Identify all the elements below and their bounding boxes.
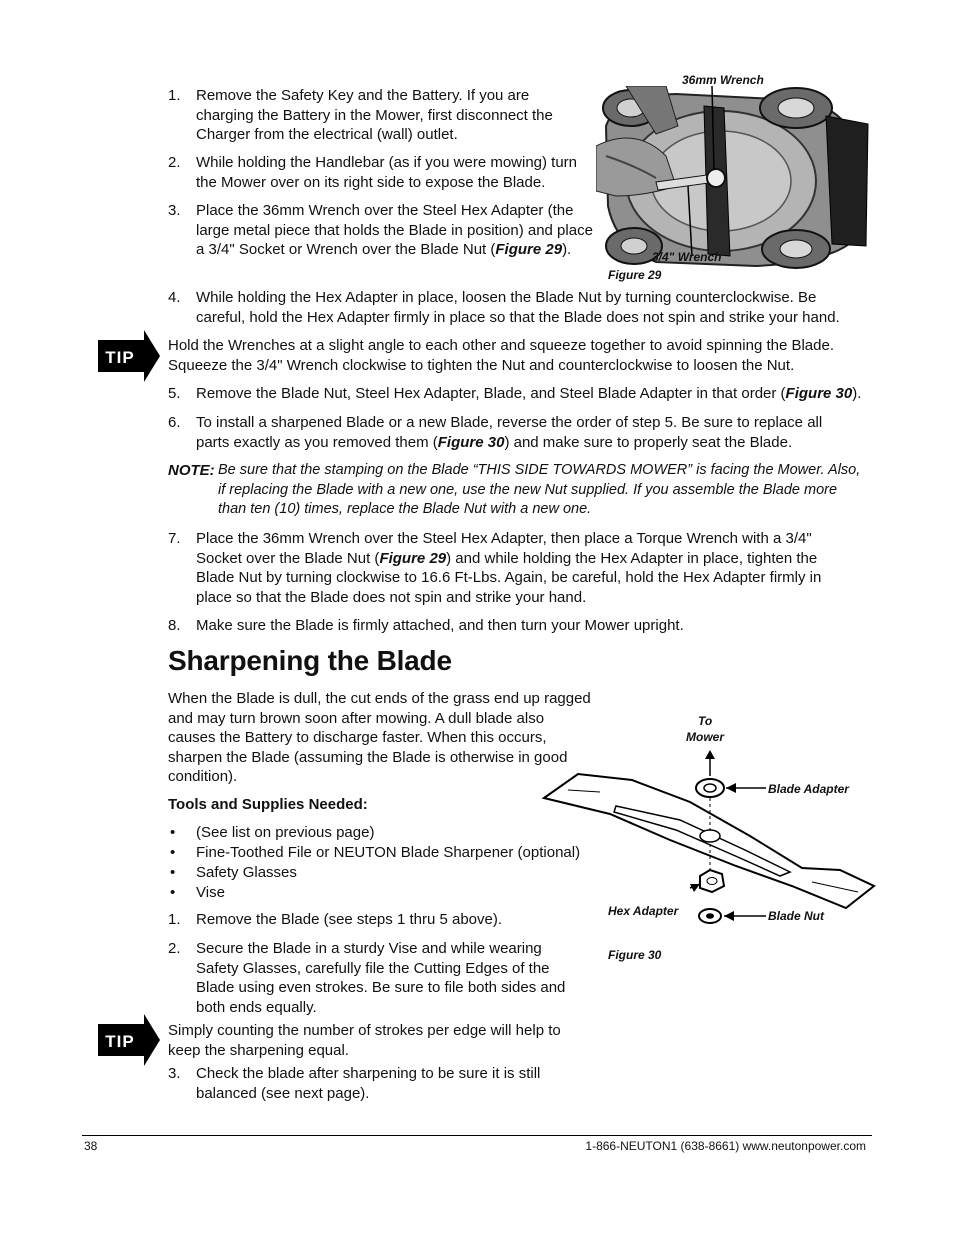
figure-reference: Figure 29 xyxy=(495,241,563,258)
figure29-label-36mm: 36mm Wrench xyxy=(682,73,764,87)
step-text: While holding the Handlebar (as if you were mowing) turn the Mower over on its right side to expose the Blade. xyxy=(196,154,578,191)
step-number: 6. xyxy=(168,414,181,431)
note-block xyxy=(168,461,868,520)
footer-page-number: 38 xyxy=(84,1139,98,1153)
bullet-dot: • xyxy=(170,864,176,881)
step-number: 2. xyxy=(168,154,181,171)
tip-2-text: Simply counting the number of strokes per edge will help to keep the sharpening equal. xyxy=(168,1022,561,1059)
sharpen-step-2 xyxy=(168,939,583,1017)
note-text: Be sure that the stamping on the Blade “THIS SIDE TOWARDS MOWER” is facing the Mower. Also, if replacing the Blade with a new one, use the new Nut supplied. If you assemble the Blade more than ten (10) times, replace the Blade Nut with a new one. xyxy=(218,462,861,517)
sharpen-step-3 xyxy=(168,1064,583,1103)
bullet-item xyxy=(168,843,598,863)
intro-paragraph: When the Blade is dull, the cut ends of the grass end up ragged and may turn brown soon after mowing. A dull blade also causes the Battery to discharge faster. When this occurs, sharpen the Blade (assuming the Blade is otherwise in good condition). xyxy=(168,690,591,785)
step-number: 1. xyxy=(168,911,181,928)
step-text: To install a sharpened Blade or a new Blade, reverse the order of step 5. Be sure to replace all parts exactly as you removed them ( xyxy=(196,414,823,451)
step-number: 8. xyxy=(168,617,181,634)
section-heading: Sharpening the Blade xyxy=(168,645,452,676)
tip-badge-icon xyxy=(98,1014,160,1066)
step-text: Remove the Blade Nut, Steel Hex Adapter, Blade, and Steel Blade Adapter in that order ( xyxy=(196,385,786,402)
bullet-item xyxy=(168,863,598,883)
figure29-label-3-4-wrench: 3/4" Wrench xyxy=(652,250,722,264)
bullet-text: Vise xyxy=(196,884,225,901)
step-text: Check the blade after sharpening to be sure it is still balanced (see next page). xyxy=(196,1065,541,1102)
step-1 xyxy=(168,86,588,145)
step-text: Place the 36mm Wrench over the Steel Hex Adapter, then place a Torque Wrench with a 3/4" Socket over the Blade Nut ( xyxy=(196,530,812,567)
bullet-item xyxy=(168,823,598,843)
step-number: 1. xyxy=(168,87,181,104)
tip-badge-label: TIP xyxy=(105,1032,135,1051)
figure30-caption: Figure 30 xyxy=(608,948,662,962)
step-text: Place the 36mm Wrench over the Steel Hex Adapter (the large metal piece that holds the Blade in position) and place a 3/4" Socket or Wrench over the Blade Nut ( xyxy=(196,202,593,258)
bullet-text: Safety Glasses xyxy=(196,864,297,881)
figure-reference: Figure 30 xyxy=(437,433,505,451)
figure30-label-to: To xyxy=(698,714,713,728)
step-2 xyxy=(168,153,593,192)
step-7 xyxy=(168,529,848,607)
step-number: 7. xyxy=(168,530,181,547)
step-text: Make sure the Blade is firmly attached, and then turn your Mower upright. xyxy=(196,617,684,634)
bullet-text: (See list on previous page) xyxy=(196,824,375,841)
figure-reference: Figure 30 xyxy=(785,385,853,402)
step-text: While holding the Hex Adapter in place, loosen the Blade Nut by turning counterclockwise. Be careful, hold the Hex Adapter firmly in place so that the Blade does not spin and strike your hand. xyxy=(196,289,840,326)
figure30-blade-diagram xyxy=(540,750,880,930)
figure29-caption: Figure 29 xyxy=(608,268,662,282)
bullet-text: Fine-Toothed File or NEUTON Blade Sharpener (optional) xyxy=(196,844,581,861)
figure-reference: Figure 29 xyxy=(379,549,447,567)
step-number: 4. xyxy=(168,289,181,306)
figure30-label-hex-adapter: Hex Adapter xyxy=(608,904,679,918)
step-text-end: ). xyxy=(562,241,572,258)
figure30-label-blade-adapter: Blade Adapter xyxy=(768,782,849,796)
bullet-item xyxy=(168,883,598,903)
footer-rule xyxy=(82,1135,872,1136)
step-text-end: ) and make sure to properly seat the Blade. xyxy=(504,433,793,451)
step-text: Remove the Blade (see steps 1 thru 5 above). xyxy=(196,911,503,928)
step-4 xyxy=(168,288,868,327)
step-text-end: ) and while holding the Hex Adapter in place, tighten the Blade Nut by turning clockwise to 16.6 Ft-Lbs. Again, be careful, hold the Hex Adapter firmly in place so that the Blade does not spin and strike your hand. xyxy=(196,549,822,606)
step-number: 5. xyxy=(168,385,181,402)
step-number: 2. xyxy=(168,940,181,957)
figure30-label-mower: Mower xyxy=(686,730,725,744)
bullet-dot: • xyxy=(170,844,176,861)
figure30-label-blade-nut: Blade Nut xyxy=(768,909,825,923)
bullet-dot: • xyxy=(170,824,176,841)
step-6 xyxy=(168,413,848,452)
step-number: 3. xyxy=(168,202,181,219)
tip-badge-icon xyxy=(98,330,160,382)
step-text: Secure the Blade in a sturdy Vise and while wearing Safety Glasses, carefully file the Cutting Edges of the Blade using even strokes. Be sure to file both sides and both ends equally. xyxy=(196,940,566,1016)
figure29-mower-illustration xyxy=(596,86,876,272)
step-5 xyxy=(168,384,878,404)
tools-heading: Tools and Supplies Needed: xyxy=(168,796,368,813)
footer-contact: 1-866-NEUTON1 (638-8661) www.neutonpower.com xyxy=(585,1139,866,1153)
step-3 xyxy=(168,201,593,260)
step-text-end: ). xyxy=(852,385,862,402)
step-text: Remove the Safety Key and the Battery. If you are charging the Battery in the Mower, first disconnect the Charger from the electrical (wall) outlet. xyxy=(196,87,553,143)
tip-badge-label: TIP xyxy=(105,348,135,367)
step-8 xyxy=(168,616,848,636)
step-number: 3. xyxy=(168,1065,181,1082)
tip-1-text: Hold the Wrenches at a slight angle to each other and squeeze together to avoid spinning the Blade. Squeeze the 3/4" Wrench clockwise to tighten the Nut and counterclockwise to loosen the Nut. xyxy=(168,337,835,374)
bullet-dot: • xyxy=(170,884,176,901)
note-label: NOTE: xyxy=(168,462,215,479)
sharpen-step-1 xyxy=(168,910,598,930)
